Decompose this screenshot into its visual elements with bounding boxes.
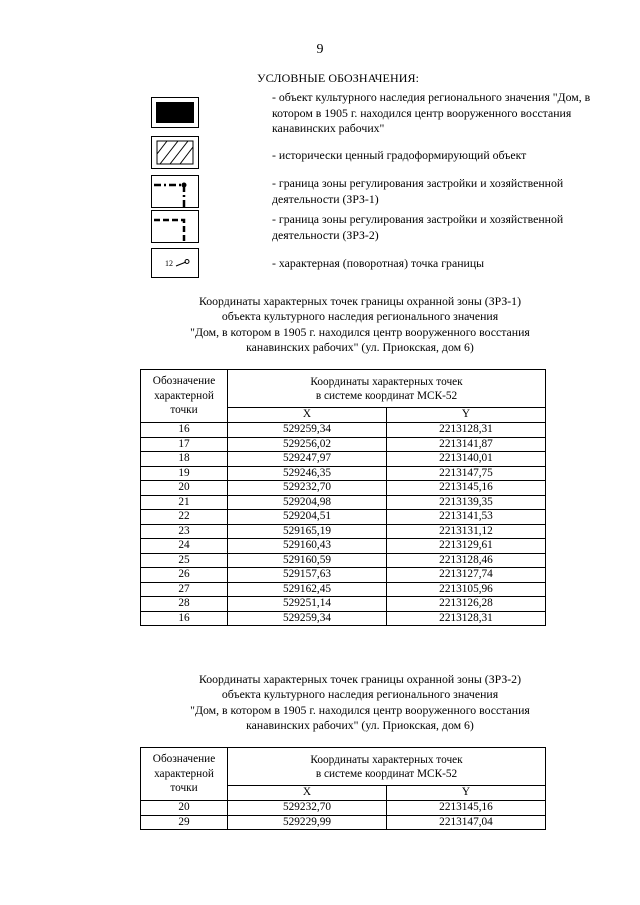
point-number-cell: 28	[141, 597, 228, 612]
coordinates-table-zrz2	[140, 747, 546, 830]
legend-item-text: - граница зоны регулирования застройки и хозяйственной деятельности (ЗРЗ-1)	[272, 176, 564, 206]
table1-caption	[140, 294, 580, 355]
point-number-cell: 29	[141, 815, 228, 830]
legend-heading: УСЛОВНЫЕ ОБОЗНАЧЕНИЯ:	[257, 71, 420, 85]
y-coordinate-cell: 2213147,04	[387, 815, 546, 830]
table-row	[141, 524, 546, 539]
dashed-boundary-icon	[151, 210, 199, 243]
y-coordinate-cell: 2213145,16	[387, 481, 546, 496]
point-number-cell: 20	[141, 481, 228, 496]
caption-line: "Дом, в котором в 1905 г. находился центр вооруженного восстания	[190, 324, 530, 339]
table-row	[141, 510, 546, 525]
y-coordinate-cell: 2213127,74	[387, 568, 546, 583]
x-coordinate-cell: 529232,70	[228, 801, 387, 816]
table-row	[141, 582, 546, 597]
legend-item-text: - исторически ценный градоформирующий объект	[272, 148, 527, 162]
point-number-cell: 18	[141, 452, 228, 467]
x-coordinate-cell: 529256,02	[228, 437, 387, 452]
header-y: Y	[387, 408, 546, 423]
y-coordinate-cell: 2213145,16	[387, 801, 546, 816]
y-coordinate-cell: 2213126,28	[387, 597, 546, 612]
x-coordinate-cell: 529259,34	[228, 611, 387, 626]
caption-line: Координаты характерных точек границы охранной зоны (ЗРЗ-2)	[198, 672, 522, 686]
x-coordinate-cell: 529246,35	[228, 466, 387, 481]
caption-line: "Дом, в котором в 1905 г. находился центр вооруженного восстания	[190, 702, 530, 717]
point-number-cell: 23	[141, 524, 228, 539]
y-coordinate-cell: 2213141,53	[387, 510, 546, 525]
y-coordinate-cell: 2213147,75	[387, 466, 546, 481]
point-number-cell: 21	[141, 495, 228, 510]
y-coordinate-cell: 2213131,12	[387, 524, 546, 539]
x-coordinate-cell: 529204,98	[228, 495, 387, 510]
legend-item-text: - характерная (поворотная) точка границы	[272, 256, 485, 270]
point-number-cell: 25	[141, 553, 228, 568]
legend-item-text: - граница зоны регулирования застройки и хозяйственной деятельности (ЗРЗ-2)	[272, 212, 564, 242]
table1-body	[141, 423, 546, 626]
point-number-cell: 27	[141, 582, 228, 597]
x-coordinate-cell: 529247,97	[228, 452, 387, 467]
coordinates-table-zrz1	[140, 369, 546, 626]
y-coordinate-cell: 2213139,35	[387, 495, 546, 510]
point-number-cell: 17	[141, 437, 228, 452]
table-row	[141, 452, 546, 467]
header-coordinates: Координаты характерных точек в системе координат МСК-52	[228, 370, 546, 408]
table-row	[141, 437, 546, 452]
x-coordinate-cell: 529160,59	[228, 553, 387, 568]
table-row	[141, 539, 546, 554]
table-row	[141, 423, 546, 438]
caption-line: канавинских рабочих" (ул. Приокская, дом 6)	[246, 339, 474, 354]
caption-line: объекта культурного наследия регионального значения	[221, 309, 499, 324]
table2-caption	[140, 672, 580, 733]
point-number-cell: 20	[141, 801, 228, 816]
point-label: 12	[165, 259, 173, 268]
x-coordinate-cell: 529232,70	[228, 481, 387, 496]
boundary-point-icon	[151, 248, 199, 278]
header-coordinates: Координаты характерных точек в системе координат МСК-52	[228, 748, 546, 786]
table-row	[141, 466, 546, 481]
y-coordinate-cell: 2213141,87	[387, 437, 546, 452]
x-coordinate-cell: 529229,99	[228, 815, 387, 830]
x-coordinate-cell: 529165,19	[228, 524, 387, 539]
header-point-designation: Обозначение характерной точки	[141, 370, 228, 423]
table-row	[141, 568, 546, 583]
y-coordinate-cell: 2213140,01	[387, 452, 546, 467]
y-coordinate-cell: 2213105,96	[387, 582, 546, 597]
header-y: Y	[387, 786, 546, 801]
header-x: X	[228, 786, 387, 801]
x-coordinate-cell: 529251,14	[228, 597, 387, 612]
x-coordinate-cell: 529157,63	[228, 568, 387, 583]
header-x: X	[228, 408, 387, 423]
x-coordinate-cell: 529204,51	[228, 510, 387, 525]
x-coordinate-cell: 529162,45	[228, 582, 387, 597]
y-coordinate-cell: 2213128,31	[387, 611, 546, 626]
x-coordinate-cell: 529160,43	[228, 539, 387, 554]
table-row	[141, 553, 546, 568]
caption-line: канавинских рабочих" (ул. Приокская, дом 6)	[246, 717, 474, 732]
y-coordinate-cell: 2213128,31	[387, 423, 546, 438]
point-number-cell: 22	[141, 510, 228, 525]
table-row	[141, 611, 546, 626]
x-coordinate-cell: 529259,34	[228, 423, 387, 438]
table-row	[141, 815, 546, 830]
caption-line: Координаты характерных точек границы охранной зоны (ЗРЗ-1)	[198, 294, 522, 308]
y-coordinate-cell: 2213128,46	[387, 553, 546, 568]
table-row	[141, 801, 546, 816]
point-number-cell: 16	[141, 423, 228, 438]
hatched-rectangle-icon	[151, 136, 199, 169]
table-row	[141, 495, 546, 510]
legend-item-text: - объект культурного наследия регионального значения "Дом, в котором в 1905 г. находился центр вооруженного восстания канавинских рабочих"	[272, 90, 591, 135]
caption-line: объекта культурного наследия регионального значения	[221, 687, 499, 702]
table-row	[141, 597, 546, 612]
page-number: 9	[316, 42, 324, 57]
point-number-cell: 16	[141, 611, 228, 626]
header-point-designation: Обозначение характерной точки	[141, 748, 228, 801]
point-number-cell: 24	[141, 539, 228, 554]
table2-body	[141, 801, 546, 830]
point-number-cell: 19	[141, 466, 228, 481]
dash-dot-boundary-icon	[151, 175, 199, 208]
point-number-cell: 26	[141, 568, 228, 583]
y-coordinate-cell: 2213129,61	[387, 539, 546, 554]
filled-black-rectangle-icon	[151, 97, 199, 128]
table-row	[141, 481, 546, 496]
